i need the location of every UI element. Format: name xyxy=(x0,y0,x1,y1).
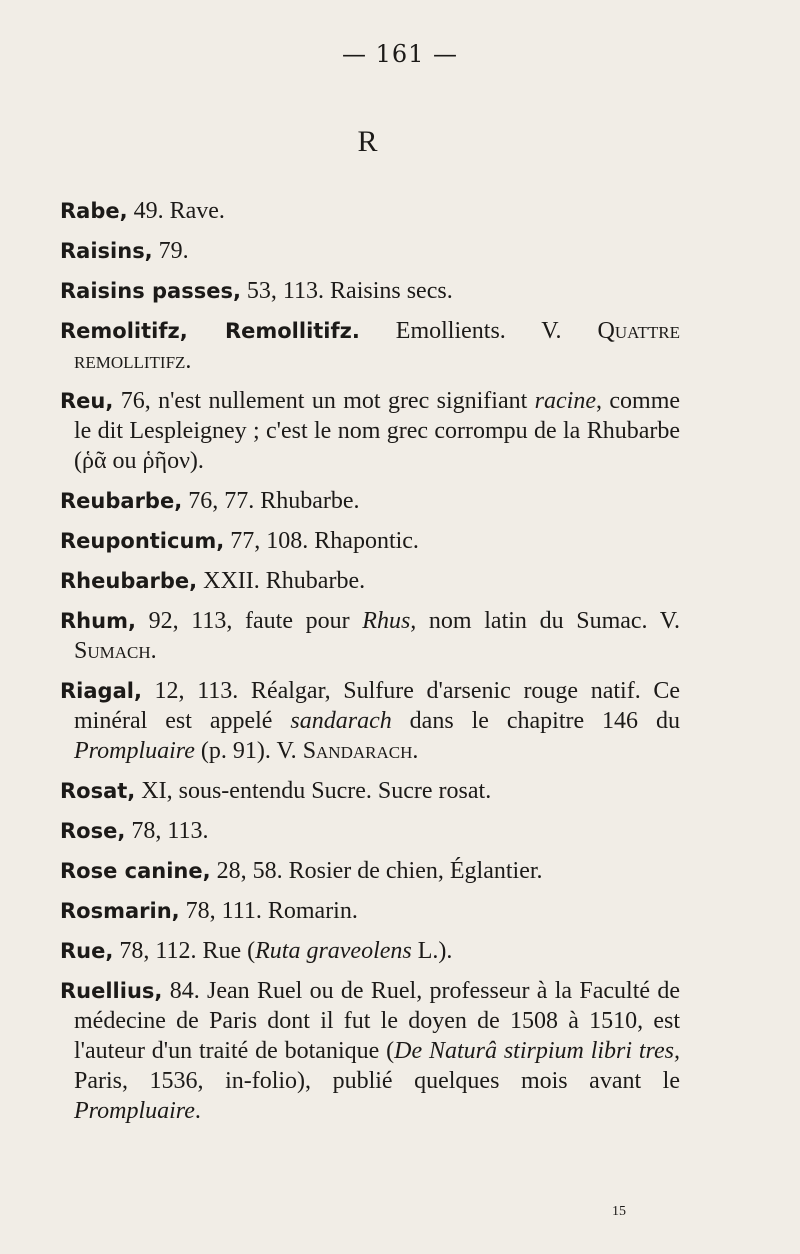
entry-text: , comme le dit Lespleigney ; c'est le nom grec corrompu de la Rhubarbe (ῥᾶ ou ῥῆον). xyxy=(74,388,681,474)
entry-text: XI, sous-entendu Sucre. Sucre rosat. xyxy=(135,778,492,804)
entry-rabe xyxy=(60,196,680,226)
page-number: — 161 — xyxy=(341,40,459,68)
entry-head: Raisins, xyxy=(60,239,153,263)
entry-reuponticum xyxy=(60,526,680,556)
entry-text: XXII. Rhubarbe. xyxy=(197,568,366,594)
entry-rosat xyxy=(60,776,680,806)
entry-head: Rue, xyxy=(60,939,114,963)
entry-rosmarin xyxy=(60,896,680,926)
entry-text: 84. Jean Ruel ou de Ruel, professeur à la Faculté de médecine de Paris dont il fut le doyen de 1508 à 1510, est l'auteur d'un traité de botanique ( xyxy=(74,978,680,1064)
entry-text: (p. 91). V. xyxy=(194,738,303,764)
entry-head: Riagal, xyxy=(60,679,142,703)
entry-crossref: Sandarach. xyxy=(302,738,419,764)
entry-italic: De Naturâ stirpium libri tres, xyxy=(394,1038,680,1064)
entry-head: Rose canine, xyxy=(60,859,211,883)
entry-rose-canine xyxy=(60,856,680,886)
entry-ruellius xyxy=(60,976,680,1126)
entry-head: Reubarbe, xyxy=(60,489,183,513)
entry-text: 77, 108. Rhapontic. xyxy=(224,528,419,554)
section-letter: R xyxy=(357,125,378,158)
entry-text: 49. Rave. xyxy=(127,198,225,224)
entry-italic: Rhus, xyxy=(362,608,417,634)
entry-head: Rheubarbe, xyxy=(60,569,198,593)
entry-rose xyxy=(60,816,680,846)
entry-italic: Prompluaire xyxy=(74,738,195,764)
entry-text: 78, 113. xyxy=(125,818,209,844)
entry-head: Raisins passes, xyxy=(60,279,241,303)
entry-head: Reuponticum, xyxy=(60,529,225,553)
entry-text: 28, 58. Rosier de chien, Églantier. xyxy=(210,858,543,884)
entry-text: 76, n'est nullement un mot grec signifiant xyxy=(113,388,535,414)
index-entries xyxy=(60,196,680,1136)
entry-crossref: Sumach. xyxy=(74,638,157,664)
entry-text: 78, 112. Rue ( xyxy=(113,938,256,964)
entry-remolitifz xyxy=(60,316,680,376)
entry-rhum xyxy=(60,606,680,666)
entry-reu xyxy=(60,386,680,476)
entry-rue xyxy=(60,936,680,966)
entry-head: Ruellius, xyxy=(60,979,163,1003)
entry-text: 12, 113. Réalgar, Sulfure d'arsenic rouge natif. Ce minéral est appelé xyxy=(74,678,680,734)
entry-head: Rose, xyxy=(60,819,126,843)
entry-text: 76, 77. Rhubarbe. xyxy=(182,488,360,514)
entry-text: Paris, 1536, in-folio), publié quelques mois avant le xyxy=(74,1068,680,1094)
entry-riagal xyxy=(60,676,680,766)
entry-italic: Ruta graveolens xyxy=(255,938,412,964)
signature-mark: 15 xyxy=(612,1204,626,1219)
entry-head: Rabe, xyxy=(60,199,128,223)
entry-head: Reu, xyxy=(60,389,114,413)
entry-head: Rosat, xyxy=(60,779,136,803)
entry-text: Emollients. V. xyxy=(359,318,598,344)
entry-head: Rosmarin, xyxy=(60,899,180,923)
entry-text: dans le chapitre 146 du xyxy=(391,708,680,734)
entry-rheubarbe xyxy=(60,566,680,596)
entry-italic: racine xyxy=(534,388,596,414)
entry-italic: sandarach xyxy=(290,708,392,734)
entry-text: 79. xyxy=(152,238,189,264)
entry-crossref: Quattre remollitifz. xyxy=(74,318,680,374)
entry-text: 92, 113, faute pour xyxy=(135,608,363,634)
entry-head: Rhum, xyxy=(60,609,136,633)
entry-text: L.). xyxy=(411,938,453,964)
entry-text: 53, 113. Raisins secs. xyxy=(240,278,453,304)
entry-reubarbe xyxy=(60,486,680,516)
entry-head: Remolitifz, Remollitifz. xyxy=(60,319,360,343)
entry-raisins-passes xyxy=(60,276,680,306)
entry-text: 78, 111. Romarin. xyxy=(179,898,358,924)
entry-italic: Prompluaire xyxy=(74,1098,195,1124)
entry-raisins xyxy=(60,236,680,266)
entry-text: . xyxy=(194,1098,201,1124)
entry-text: nom latin du Sumac. V. xyxy=(416,608,680,634)
